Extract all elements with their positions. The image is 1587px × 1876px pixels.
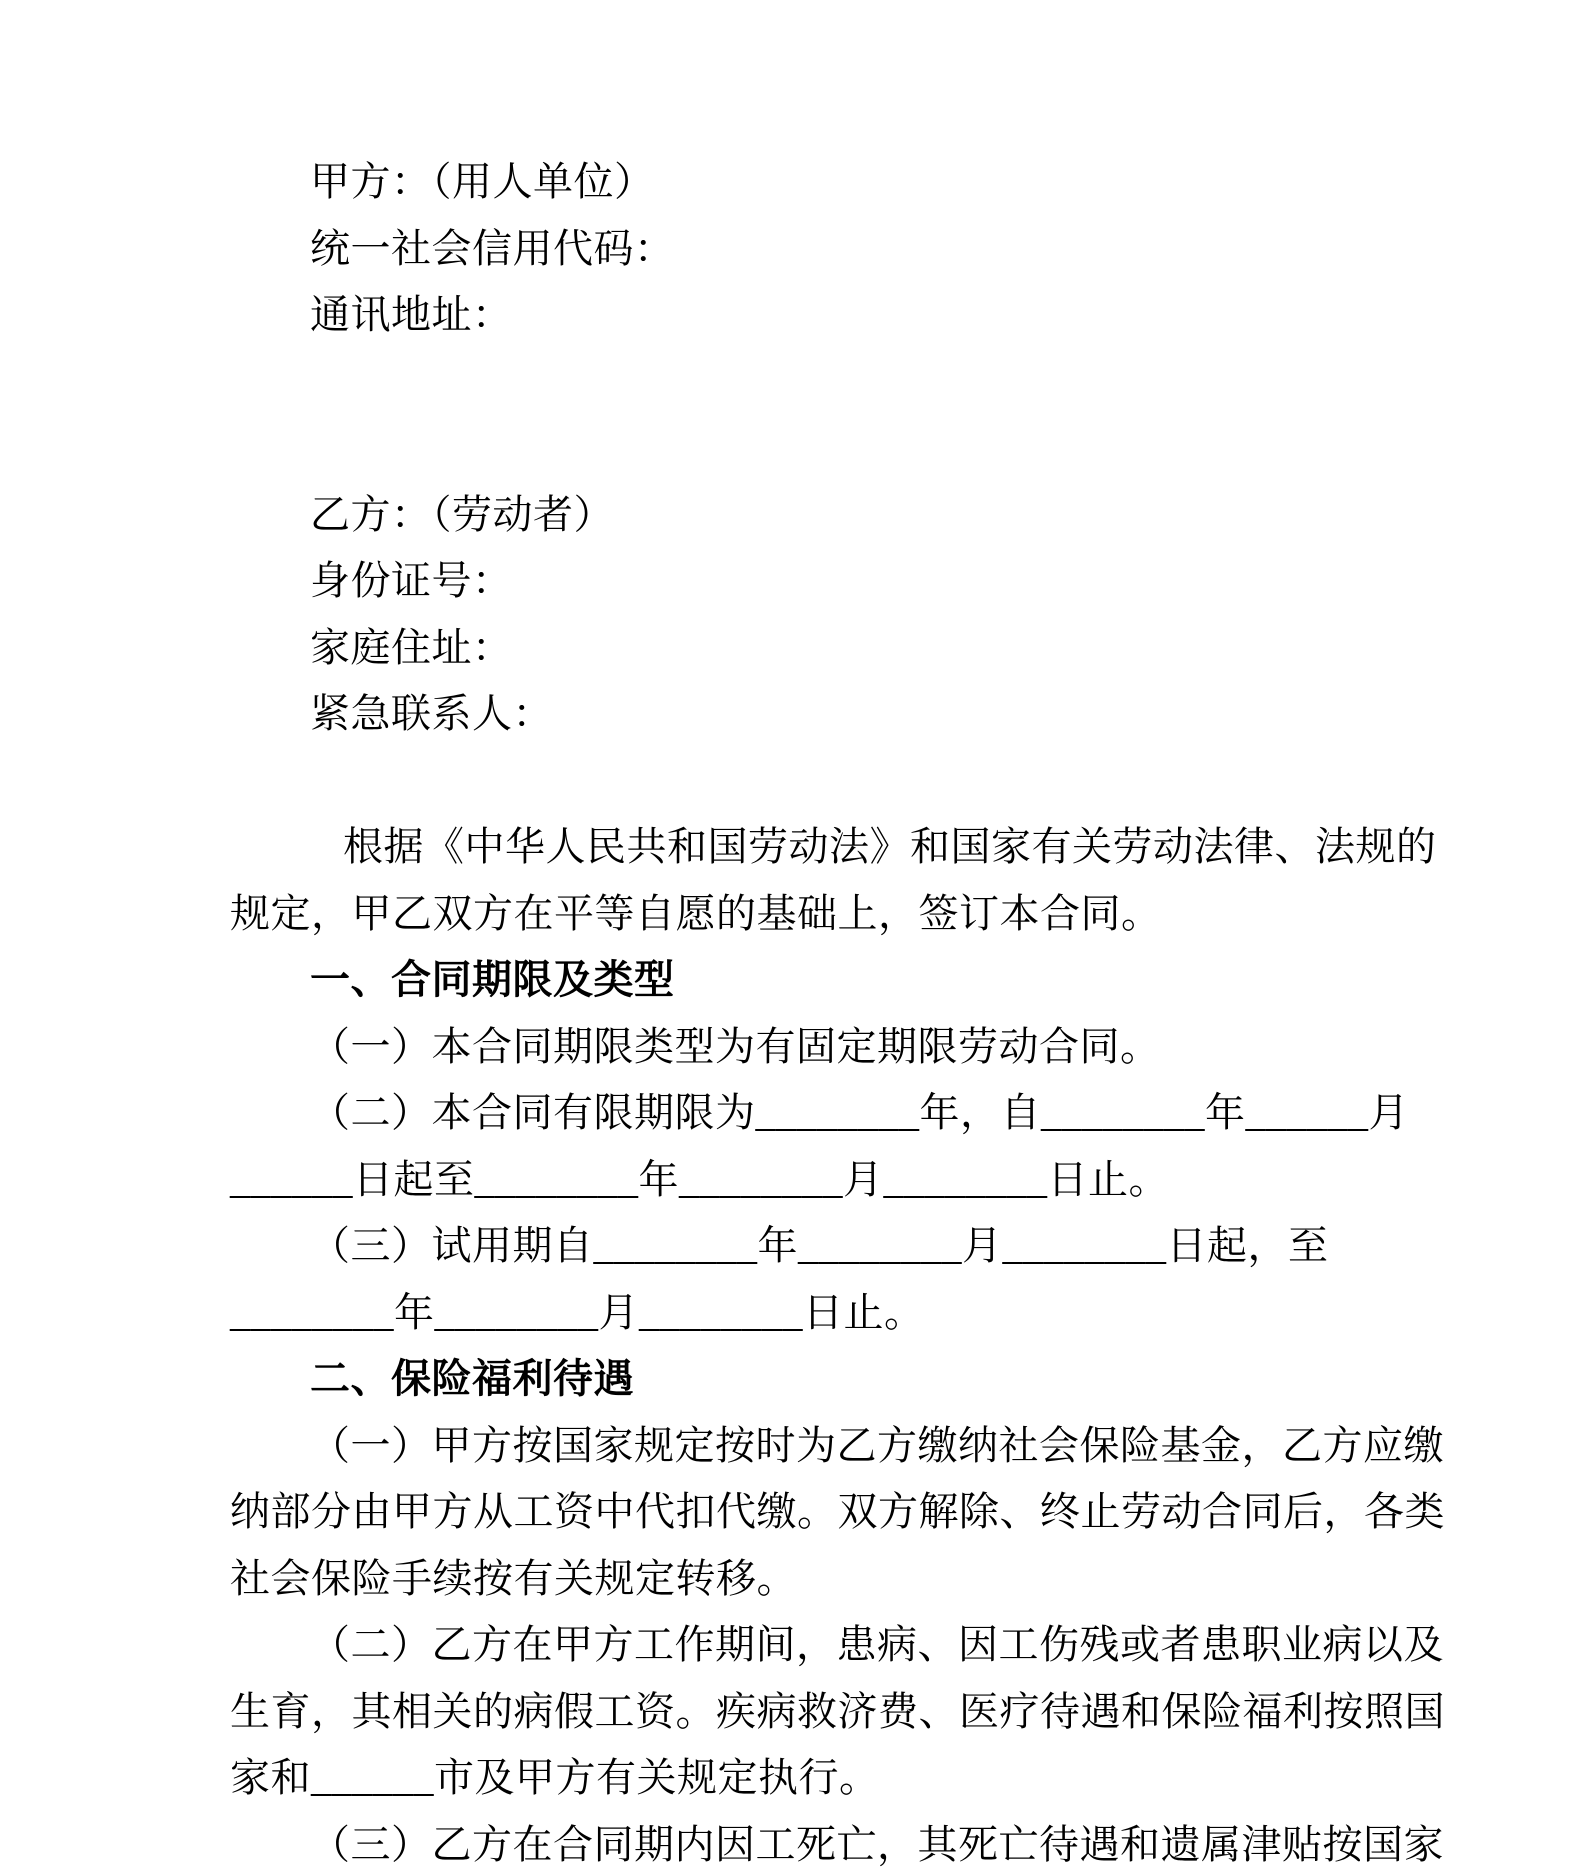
spacer (230, 349, 1437, 482)
section-2-item-3-line-1: （三）乙方在合同期内因工死亡，其死亡待遇和遗属津贴按国家 (310, 1821, 1444, 1867)
section-2-item-1-line-1: （一）甲方按国家规定按时为乙方缴纳社会保险基金，乙方应缴 (310, 1422, 1444, 1468)
section-1-item-1: （一）本合同期限类型为有固定期限劳动合同。 (310, 1023, 1161, 1069)
section-2-item-2-line-2: 生育，其相关的病假工资。疾病救济费、医疗待遇和保险福利按照国 (230, 1688, 1445, 1734)
party-b-title: 乙方：（劳动者） (310, 491, 614, 537)
section-2-item-1-line-2: 纳部分由甲方从工资中代扣代缴。双方解除、终止劳动合同后，各类 (230, 1489, 1445, 1534)
party-a-address-label: 通讯地址： (310, 292, 513, 337)
spacer (230, 748, 1437, 815)
party-a-title: 甲方：（用人单位） (310, 159, 655, 204)
section-2-item-2-line-1: （二）乙方在甲方工作期间，患病、因工伤残或者患职业病以及 (310, 1622, 1444, 1667)
party-b-home-address-label: 家庭住址： (310, 624, 513, 670)
section-1-item-3-line-2: ________年________月________日止。 (230, 1289, 925, 1335)
preamble-line-1: 根据《中华人民共和国劳动法》和国家有关劳动法律、法规的 (343, 824, 1437, 869)
party-b-id-label: 身份证号： (310, 558, 513, 603)
section-2-item-2-line-3: 家和______市及甲方有关规定执行。 (230, 1755, 880, 1800)
preamble-line-2: 规定，甲乙双方在平等自愿的基础上，签订本合同。 (230, 890, 1162, 936)
section-1-heading: 一、合同期限及类型 (310, 957, 675, 1002)
party-b-emergency-contact-label: 紧急联系人： (310, 691, 553, 736)
party-a-credit-code-label: 统一社会信用代码： (310, 225, 675, 271)
section-1-item-2-line-1: （二）本合同有限期限为________年，自________年______月 (310, 1090, 1409, 1135)
section-2-heading: 二、保险福利待遇 (310, 1356, 634, 1401)
section-2-item-1-line-3: 社会保险手续按有关规定转移。 (230, 1555, 797, 1601)
section-1-item-2-line-2: ______日起至________年________月________日止。 (230, 1156, 1169, 1202)
section-1-item-3-line-1: （三）试用期自________年________月________日起，至 (310, 1223, 1329, 1268)
